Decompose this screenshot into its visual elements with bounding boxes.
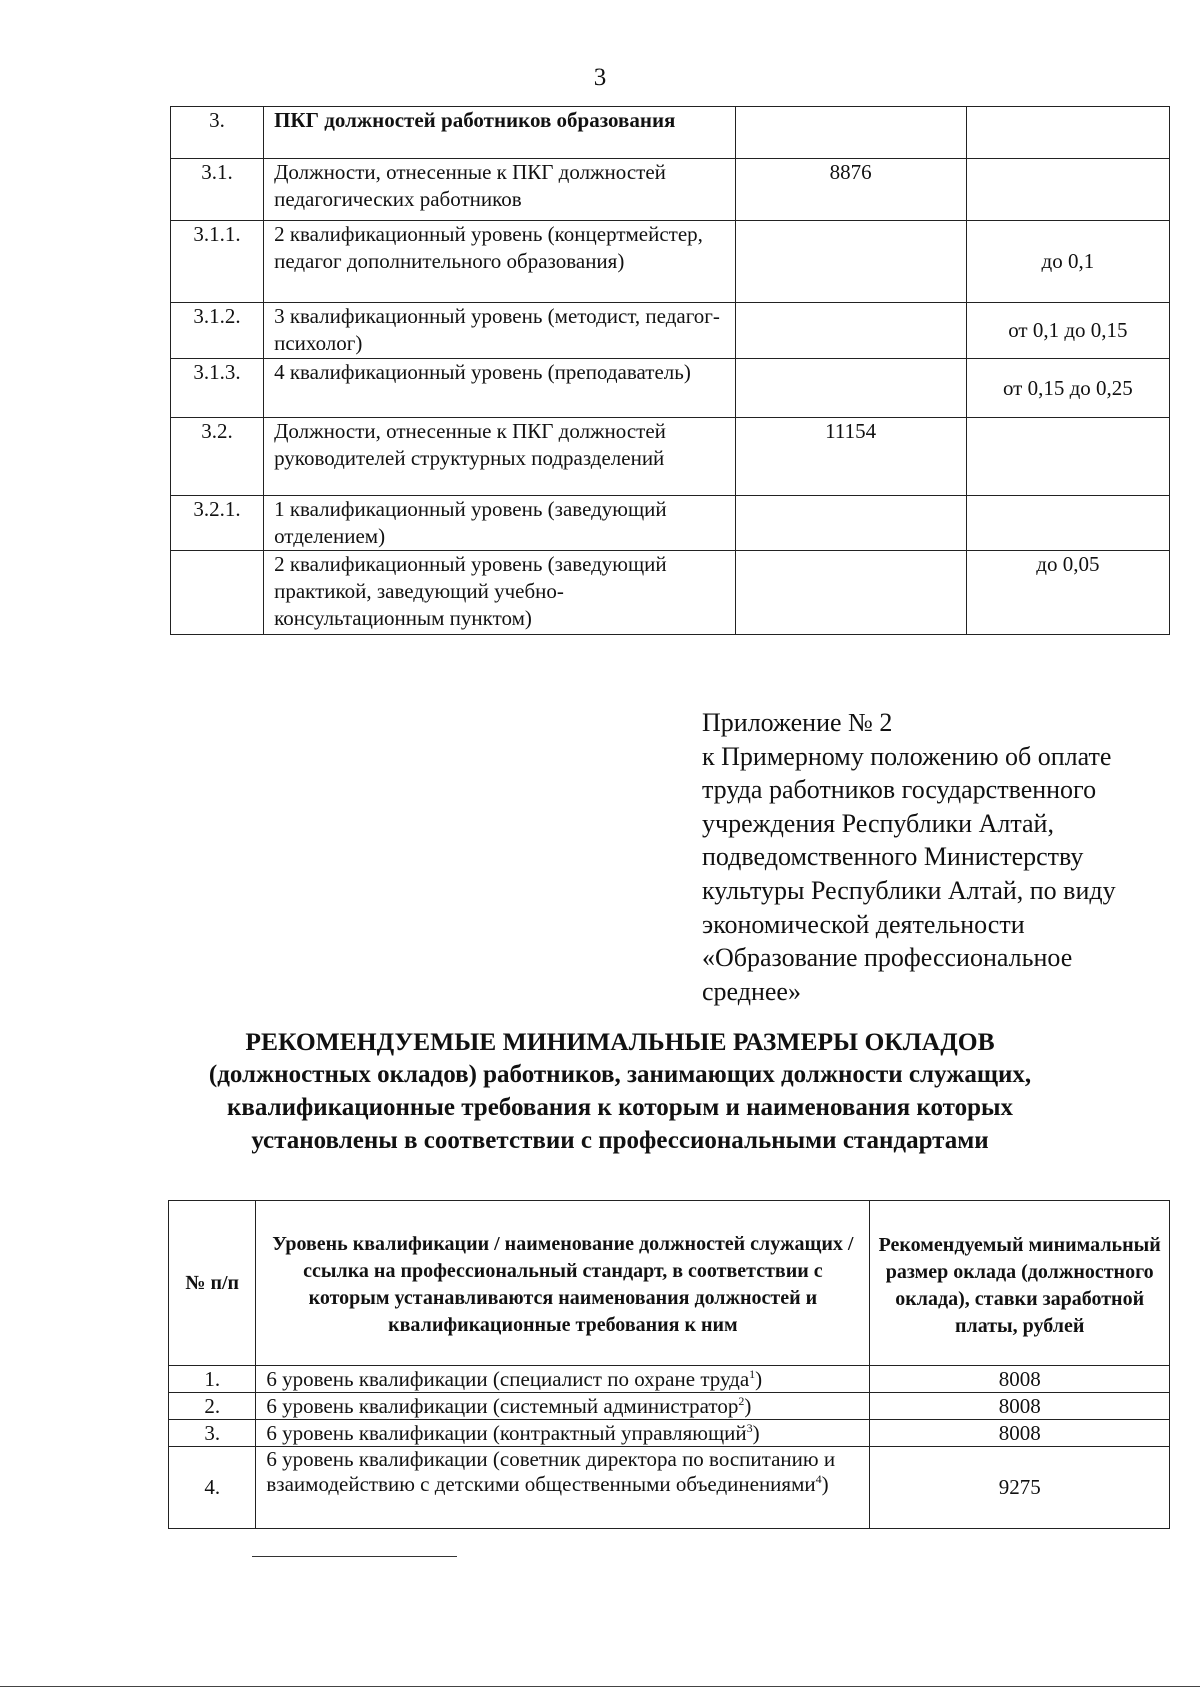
row-level-text: 6 уровень квалификации (специалист по охране труда xyxy=(266,1367,750,1391)
row-level xyxy=(256,1393,870,1420)
row-level xyxy=(256,1420,870,1447)
annex-line: экономической деятельности xyxy=(702,909,1025,939)
pkg-table xyxy=(170,106,1170,635)
row-number: 3.1. xyxy=(171,159,264,221)
column-header-level: Уровень квалификации / наименование должностей служащих / ссылка на профессиональный стандарт, в соответствии с которым устанавливаются наименования должностей и квалификационные требования к ним xyxy=(256,1201,870,1366)
row-level-close: ) xyxy=(755,1367,763,1391)
row-coef xyxy=(966,107,1169,159)
row-rate: 9275 xyxy=(870,1447,1170,1529)
footnote-ref: 2 xyxy=(738,1394,745,1408)
row-level-text: 6 уровень квалификации (системный администратор xyxy=(266,1394,739,1418)
row-number: 3. xyxy=(171,107,264,159)
row-number: 3.1.2. xyxy=(171,303,264,359)
row-name: ПКГ должностей работников образования xyxy=(264,107,735,159)
heading-title: РЕКОМЕНДУЕМЫЕ МИНИМАЛЬНЫЕ РАЗМЕРЫ ОКЛАДОВ xyxy=(245,1027,995,1056)
row-name: 2 квалификационный уровень (концертмейстер, педагог дополнительного образования) xyxy=(264,221,735,303)
row-name: Должности, отнесенные к ПКГ должностей педагогических работников xyxy=(264,159,735,221)
table-row xyxy=(171,418,1170,496)
row-coef: до 0,05 xyxy=(966,551,1169,635)
row-name: 2 квалификационный уровень (заведующий практикой, заведующий учебно-консультационным пунктом) xyxy=(264,551,735,635)
row-number: 1. xyxy=(169,1366,256,1393)
heading-subtitle-line: установлены в соответствии с профессиональными стандартами xyxy=(251,1127,989,1154)
row-salary xyxy=(735,359,966,418)
row-rate: 8008 xyxy=(870,1393,1170,1420)
annex-line: подведомственного Министерству xyxy=(702,842,1084,872)
row-level-close: ) xyxy=(744,1394,752,1418)
row-level xyxy=(256,1447,870,1529)
row-salary: 8876 xyxy=(735,159,966,221)
column-header-number: № п/п xyxy=(169,1201,256,1366)
page-bottom-rule xyxy=(0,1686,1200,1687)
row-number: 3.1.1. xyxy=(171,221,264,303)
row-coef: от 0,1 до 0,15 xyxy=(966,303,1169,359)
row-number: 3.2.1. xyxy=(171,496,264,551)
heading-subtitle-line: (должностных окладов) работников, занимающих должности служащих, xyxy=(208,1061,1032,1088)
table-row xyxy=(169,1393,1170,1420)
row-salary xyxy=(735,221,966,303)
heading-subtitle-line: квалификационные требования к которым и наименования которых xyxy=(226,1094,1014,1121)
row-name: Должности, отнесенные к ПКГ должностей руководителей структурных подразделений xyxy=(264,418,735,496)
row-level-text: 6 уровень квалификации (советник директора по воспитанию и взаимодействию с детскими общественными объединениями xyxy=(266,1447,836,1496)
row-coef xyxy=(966,496,1169,551)
salary-table xyxy=(168,1200,1170,1529)
annex-line: к Примерному положению об оплате xyxy=(702,741,1112,771)
row-coef: от 0,15 до 0,25 xyxy=(966,359,1169,418)
row-name: 3 квалификационный уровень (методист, педагог-психолог) xyxy=(264,303,735,359)
footnote-ref: 1 xyxy=(749,1367,756,1381)
annex-line: учреждения Республики Алтай, xyxy=(702,808,1054,838)
table-row xyxy=(169,1420,1170,1447)
row-coef: до 0,1 xyxy=(966,221,1169,303)
row-coef xyxy=(966,159,1169,221)
table-row xyxy=(171,551,1170,635)
row-number: 2. xyxy=(169,1393,256,1420)
annex-line: среднее» xyxy=(702,976,801,1006)
footnote-separator xyxy=(252,1556,457,1557)
table-row xyxy=(171,303,1170,359)
row-number xyxy=(171,551,264,635)
table-row xyxy=(171,221,1170,303)
row-coef xyxy=(966,418,1169,496)
row-rate: 8008 xyxy=(870,1366,1170,1393)
row-number: 3. xyxy=(169,1420,256,1447)
row-number: 3.1.3. xyxy=(171,359,264,418)
table-row xyxy=(169,1447,1170,1529)
row-level-text: 6 уровень квалификации (контрактный управляющий xyxy=(266,1421,747,1445)
annex-line: культуры Республики Алтай, по виду xyxy=(702,875,1116,905)
row-salary xyxy=(735,107,966,159)
document-heading xyxy=(150,1025,1090,1157)
table-header-row xyxy=(169,1201,1170,1366)
row-level-close: ) xyxy=(821,1472,829,1496)
table-row xyxy=(171,159,1170,221)
row-salary xyxy=(735,551,966,635)
annex-note xyxy=(702,706,1172,1008)
row-rate: 8008 xyxy=(870,1420,1170,1447)
table-row xyxy=(169,1366,1170,1393)
annex-line: труда работников государственного xyxy=(702,775,1097,805)
footnote-ref: 4 xyxy=(815,1472,822,1486)
row-level xyxy=(256,1366,870,1393)
annex-line: Приложение № 2 xyxy=(702,708,893,737)
row-name: 1 квалификационный уровень (заведующий отделением) xyxy=(264,496,735,551)
row-salary xyxy=(735,496,966,551)
row-level-close: ) xyxy=(752,1421,760,1445)
table-row xyxy=(171,496,1170,551)
row-salary xyxy=(735,303,966,359)
row-number: 4. xyxy=(169,1447,256,1529)
row-number: 3.2. xyxy=(171,418,264,496)
footnote-ref: 3 xyxy=(746,1421,753,1435)
table-row xyxy=(171,359,1170,418)
page-number: 3 xyxy=(593,64,607,91)
row-name: 4 квалификационный уровень (преподаватель) xyxy=(264,359,735,418)
row-salary: 11154 xyxy=(735,418,966,496)
column-header-rate: Рекомендуемый минимальный размер оклада (должностного оклада), ставки заработной платы, рублей xyxy=(870,1201,1170,1366)
annex-line: «Образование профессиональное xyxy=(702,943,1073,973)
table-row xyxy=(171,107,1170,159)
